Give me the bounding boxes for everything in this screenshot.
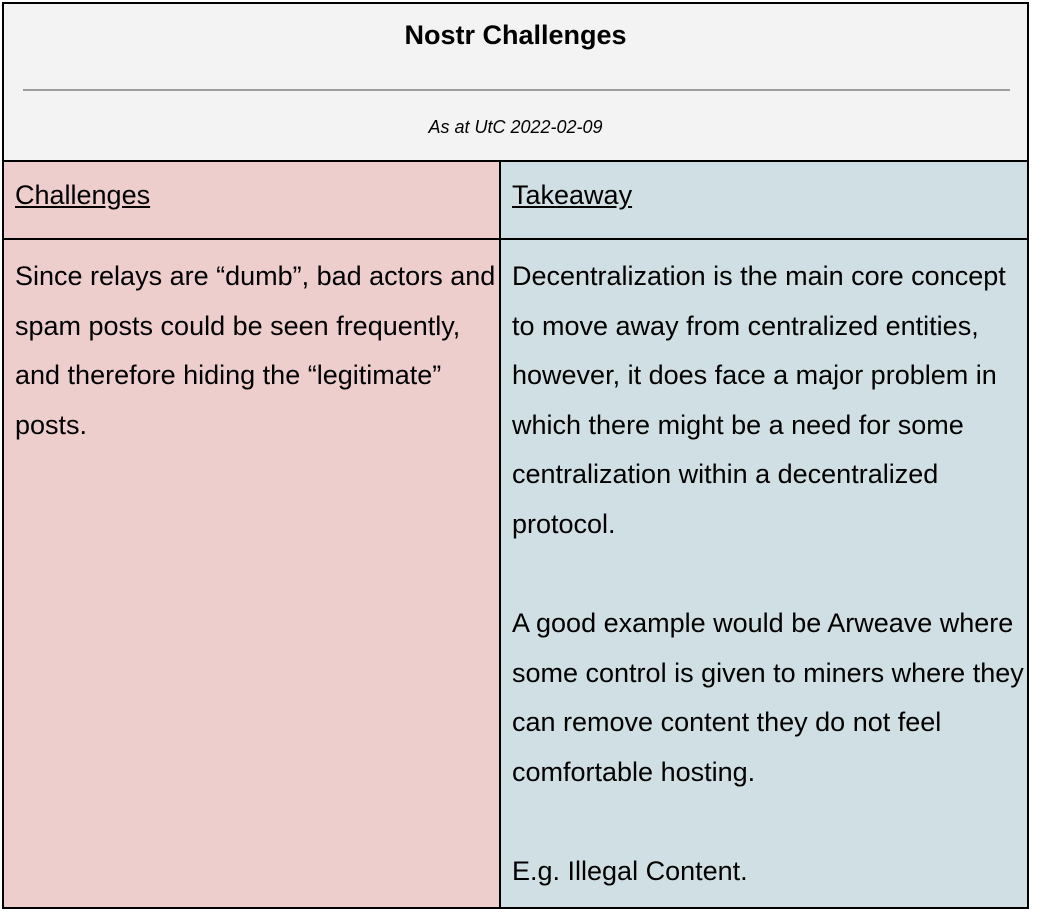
nostr-challenges-table bbox=[2, 2, 1029, 909]
takeaway-heading: Takeaway bbox=[501, 162, 1027, 240]
takeaway-body bbox=[501, 240, 1027, 897]
table-title: Nostr Challenges bbox=[404, 20, 627, 50]
table-header bbox=[4, 4, 1027, 162]
takeaway-paragraph: A good example would be Arweave where some control is given to miners where they can remove content they do not feel comfortable hosting. bbox=[512, 608, 1024, 787]
header-divider bbox=[23, 89, 1010, 91]
takeaway-paragraph: E.g. Illegal Content. bbox=[512, 856, 748, 887]
challenges-heading: Challenges bbox=[4, 162, 499, 240]
table-subtitle: As at UtC 2022-02-09 bbox=[428, 117, 603, 137]
challenges-text: Since relays are “dumb”, bad actors and spam posts could be seen frequently, and therefore hiding the “legitimate” posts. bbox=[15, 261, 496, 440]
challenges-column bbox=[4, 162, 501, 907]
challenges-body bbox=[4, 240, 499, 450]
takeaway-paragraph: Decentralization is the main core concept to move away from centralized entities, however, it does face a major problem in which there might be a need for some centralization within a decentralized protocol. bbox=[512, 261, 1006, 539]
paragraph-spacer bbox=[512, 550, 1027, 600]
paragraph-spacer bbox=[512, 798, 1027, 848]
takeaway-column bbox=[501, 162, 1027, 907]
